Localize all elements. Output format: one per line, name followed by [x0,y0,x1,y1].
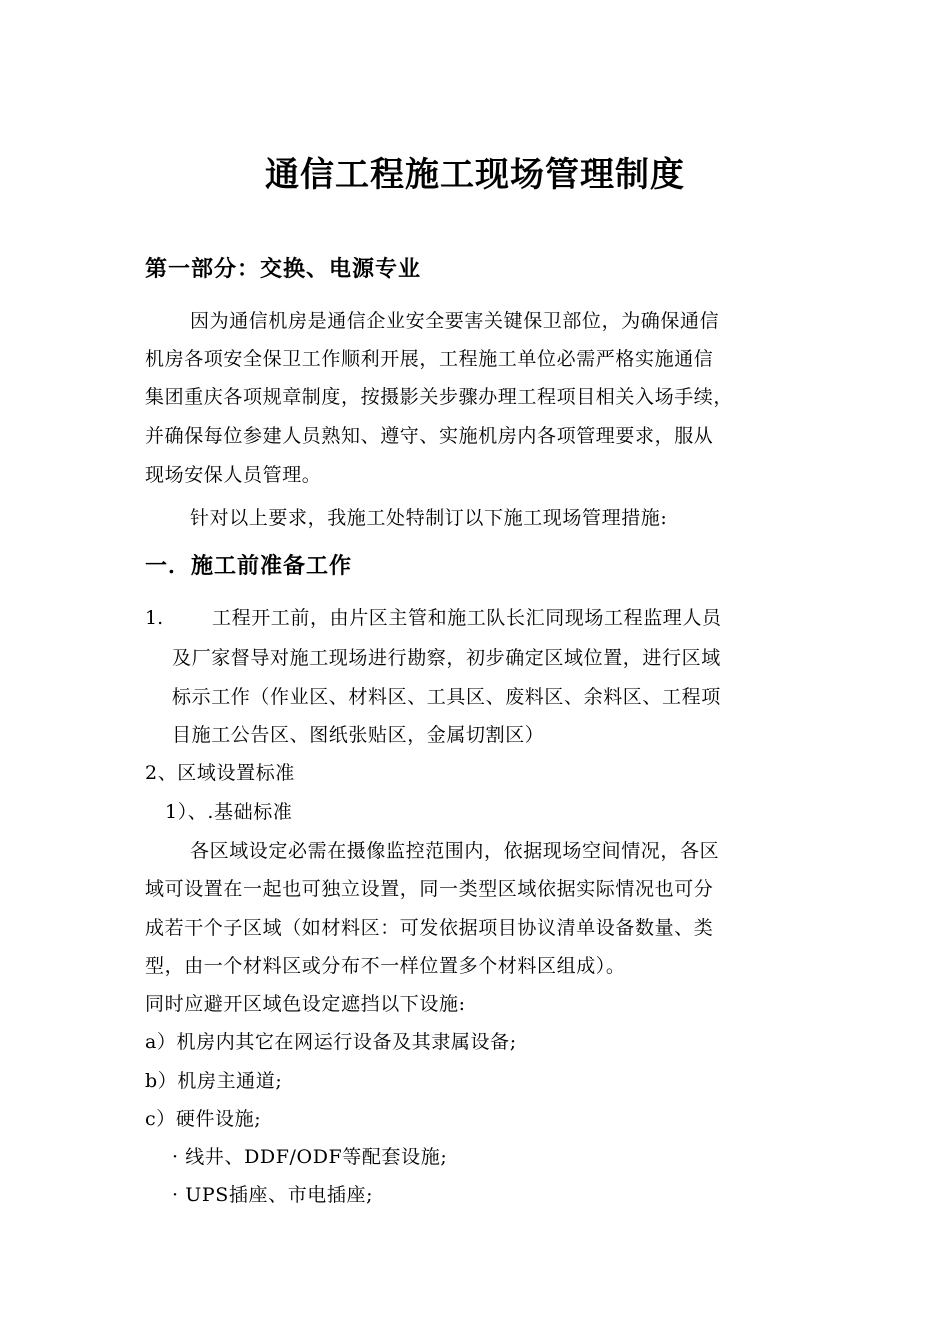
item1-number: 1. [145,607,164,629]
item1-line-4: 目施工公告区、图纸张贴区，金属切割区） [172,724,545,746]
item1-line-3: 标示工作（作业区、材料区、工具区、废料区、余料区、工程项 [172,686,721,708]
intro-line-2: 机房各项安全保卫工作顺利开展，工程施工单位必需严格实施通信 [145,348,714,370]
intro-line-3: 集团重庆各项规章制度，按摄影关步骤办理工程项目相关入场手续， [145,386,734,408]
document-title: 通信工程施工现场管理制度 [265,155,685,195]
intro-line-5: 现场安保人员管理。 [145,464,322,486]
avoid-intro: 同时应避开区域色设定遮挡以下设施: [145,993,466,1015]
bullet-item-1: · 线井、DDF/ODF等配套设施; [172,1146,448,1168]
list-item-c: c）硬件设施; [145,1108,262,1130]
list-item-b: b）机房主通道; [145,1070,283,1092]
base-line-1: 各区域设定必需在摄像监控范围内，依据现场空间情况，各区 [190,840,720,862]
intro-measure: 针对以上要求，我施工处特制订以下施工现场管理措施: [190,507,668,529]
base-line-2: 域可设置在一起也可独立设置，同一类型区域依据实际情况也可分 [145,878,714,900]
bullet-item-2: · UPS插座、市电插座; [172,1184,374,1206]
base-line-4: 型，由一个材料区或分布不一样位置多个材料区组成）。 [145,955,626,977]
section1-heading: 一．施工前准备工作 [145,554,353,579]
item2-heading: 2、区域设置标准 [145,762,295,784]
intro-line-4: 并确保每位参建人员熟知、遵守、实施机房内各项管理要求，服从 [145,425,714,447]
part1-heading: 第一部分：交换、电源专业 [145,257,422,282]
sub1-heading: 1）、.基础标准 [165,801,293,823]
list-item-a: a）机房内其它在网运行设备及其隶属设备; [145,1031,517,1053]
base-line-3: 成若干个子区域（如材料区：可发依据项目协议清单设备数量、类 [145,917,714,939]
item1-line-1: 工程开工前，由片区主管和施工队长汇同现场工程监理人员 [212,607,722,629]
item1-line-2: 及厂家督导对施工现场进行勘察，初步确定区域位置，进行区域 [172,647,721,669]
intro-line-1: 因为通信机房是通信企业安全要害关键保卫部位，为确保通信 [190,310,720,332]
